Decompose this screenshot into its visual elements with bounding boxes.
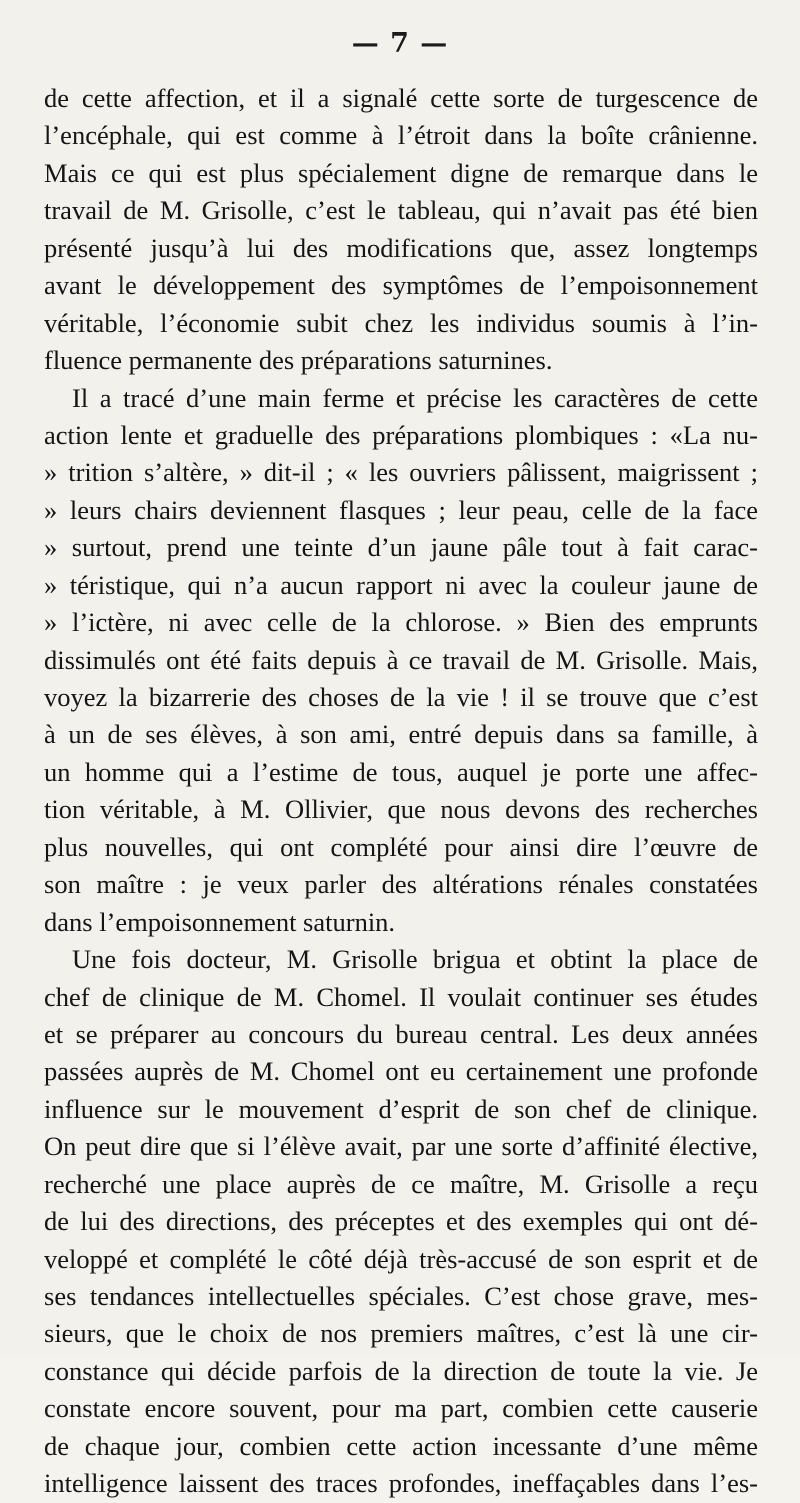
text-line: veloppé et complété le côté déjà très-accusé de son esprit et de [44, 1243, 758, 1274]
text-line: Une fois docteur, M. Grisolle brigua et obtint la place de [72, 944, 758, 975]
text-line: sieurs, que le choix de nos premiers maîtres, c’est là une cir- [44, 1318, 758, 1349]
text-line: » leurs chairs deviennent flasques ; leur peau, celle de la face [44, 494, 758, 525]
text-line: chef de clinique de M. Chomel. Il voulait continuer ses études [44, 981, 758, 1012]
text-line: avant le développement des symptômes de l’empoisonnement [44, 270, 758, 301]
text-line: un homme qui a l’estime de tous, auquel je porte une affec- [44, 756, 758, 787]
text-line: son maître : je veux parler des altérations rénales constatées [44, 869, 758, 900]
text-line: action lente et graduelle des préparations plombiques : «La nu- [44, 419, 758, 450]
text-line: travail de M. Grisolle, c’est le tableau, qui n’avait pas été bien [44, 195, 758, 226]
text-line: de chaque jour, combien cette action incessante d’une même [44, 1430, 758, 1461]
text-line: fluence permanente des préparations saturnines. [44, 345, 553, 376]
text-line: Il a tracé d’une main ferme et précise les caractères de cette [72, 382, 758, 413]
text-line: dissimulés ont été faits depuis à ce travail de M. Grisolle. Mais, [44, 644, 758, 675]
text-line: » l’ictère, ni avec celle de la chlorose. » Bien des emprunts [44, 607, 758, 638]
page-number: — 7 — [351, 28, 449, 59]
text-line: recherché une place auprès de ce maître, M. Grisolle a reçu [44, 1168, 758, 1199]
text-line: l’encéphale, qui est comme à l’étroit dans la boîte crânienne. [44, 120, 758, 151]
text-line: constance qui décide parfois de la direction de toute la vie. Je [44, 1355, 758, 1386]
text-line: » surtout, prend une teinte d’un jaune pâle tout à fait carac- [44, 532, 758, 563]
body-text [44, 80, 758, 1503]
text-line: à un de ses élèves, à son ami, entré depuis dans sa famille, à [44, 719, 758, 750]
text-line: Mais ce qui est plus spécialement digne de remarque dans le [44, 157, 758, 188]
text-line: On peut dire que si l’élève avait, par une sorte d’affinité élective, [44, 1131, 758, 1162]
text-line: et se préparer au concours du bureau central. Les deux années [44, 1018, 758, 1049]
text-line: de lui des directions, des préceptes et des exemples qui ont dé- [44, 1206, 758, 1237]
text-line: intelligence laissent des traces profondes, ineffaçables dans l’es- [44, 1468, 758, 1499]
text-line: ses tendances intellectuelles spéciales. C’est chose grave, mes- [44, 1281, 758, 1311]
text-line: constate encore souvent, pour ma part, combien cette causerie [44, 1393, 758, 1424]
text-line: de cette affection, et il a signalé cette sorte de turgescence de [44, 83, 758, 113]
text-line: » trition s’altère, » dit-il ; « les ouvriers pâlissent, maigrissent ; [44, 457, 758, 488]
text-line: » téristique, qui n’a aucun rapport ni avec la couleur jaune de [44, 569, 758, 600]
text-line: influence sur le mouvement d’esprit de son chef de clinique. [44, 1093, 758, 1124]
text-line: véritable, l’économie subit chez les individus soumis à l’in- [44, 307, 758, 338]
text-line: plus nouvelles, qui ont complété pour ainsi dire l’œuvre de [44, 831, 758, 862]
text-line: dans l’empoisonnement saturnin. [44, 906, 396, 937]
text-line: présenté jusqu’à lui des modifications que, assez longtemps [44, 232, 758, 263]
text-line: tion véritable, à M. Ollivier, que nous devons des recherches [44, 794, 758, 825]
text-line: voyez la bizarrerie des choses de la vie ! il se trouve que c’est [44, 682, 758, 712]
text-line: passées auprès de M. Chomel ont eu certainement une profonde [44, 1056, 758, 1087]
